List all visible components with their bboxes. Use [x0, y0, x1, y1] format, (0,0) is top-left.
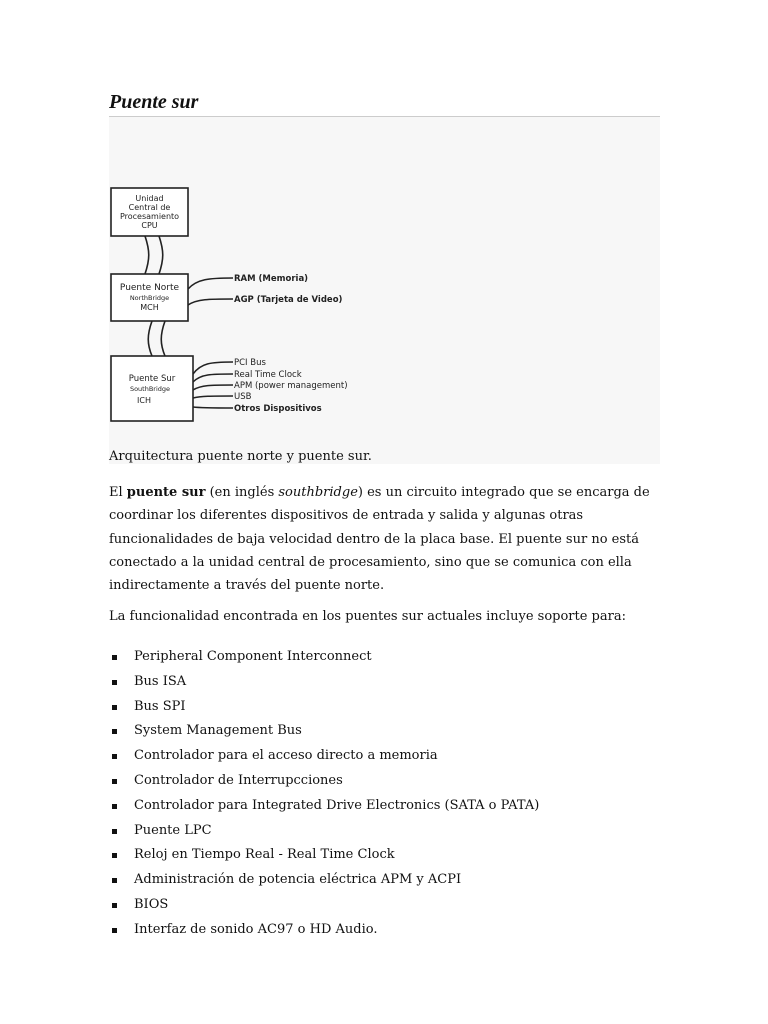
southbridge-box-line: Puente Sur [128, 374, 176, 384]
cpu-box-line: Central de [128, 203, 171, 212]
cpu-box-line: Procesamiento [119, 212, 180, 221]
list-item [109, 670, 660, 695]
bullet-icon [112, 804, 117, 809]
list-item [109, 695, 660, 720]
bullet-icon [112, 729, 117, 734]
list-item-label: Bus ISA [134, 673, 187, 689]
intro-text: ) es un circuito integrado que se encarga de coordinar los diferentes dispositivos de entrada y salida y algunas otras funcionalidades de baja velocidad dentro de la placa base. El puente sur no está conectado a la unidad central de procesamiento, sino que se comunica con ella indirectamente a través del puente norte. [109, 485, 650, 594]
cpu-north-bus [159, 236, 163, 274]
northbridge-box-line: Puente Norte [119, 283, 180, 293]
cpu-box-line: Unidad [135, 194, 164, 203]
south-link-label: PCI Bus [234, 358, 266, 368]
south-link-line [193, 407, 233, 408]
south-link-label: USB [234, 392, 252, 402]
list-item [109, 893, 660, 918]
list-item [109, 645, 660, 670]
page-title: Puente sur [109, 91, 199, 113]
list-item [109, 843, 660, 868]
bullet-icon [112, 705, 117, 710]
northbridge-box-line: MCH [140, 303, 159, 312]
north-south-bus [161, 321, 165, 356]
south-link-line [193, 374, 233, 382]
figure-caption: Arquitectura puente norte y puente sur. [109, 449, 372, 464]
bullet-icon [112, 754, 117, 759]
intro-term: puente sur [126, 485, 206, 500]
list-item-label: Controlador para Integrated Drive Electronics (SATA o PATA) [134, 797, 540, 813]
list-item-label: System Management Bus [134, 723, 302, 739]
south-link-line [193, 362, 233, 374]
list-item [109, 769, 660, 794]
list-item [109, 918, 660, 943]
list-item [109, 868, 660, 893]
northbridge-box-line: NorthBridge [129, 294, 170, 302]
list-item-label: Interfaz de sonido AC97 o HD Audio. [134, 921, 378, 937]
list-item [109, 719, 660, 744]
bullet-icon [112, 878, 117, 883]
list-item-label: Reloj en Tiempo Real - Real Time Clock [134, 847, 395, 863]
list-item-label: BIOS [134, 896, 169, 912]
intro-text: El [109, 485, 127, 500]
north-south-bus [148, 321, 152, 356]
list-item-label: Bus SPI [134, 698, 186, 714]
south-link-label: Real Time Clock [234, 370, 302, 380]
intro-paragraph [109, 481, 660, 597]
south-link-line [193, 385, 233, 390]
north-link-label: RAM (Memoria) [234, 274, 309, 284]
intro-text: (en inglés [205, 485, 279, 500]
feature-list [109, 645, 660, 943]
list-item [109, 744, 660, 769]
list-item [109, 819, 660, 844]
north-link-line [188, 299, 233, 305]
list-item-label: Administración de potencia eléctrica APM y ACPI [134, 872, 462, 888]
bullet-icon [112, 655, 117, 660]
cpu-north-bus [145, 236, 149, 274]
south-link-line [193, 396, 233, 398]
list-item-label: Peripheral Component Interconnect [134, 649, 372, 664]
southbridge-box-line: SouthBridge [129, 385, 171, 393]
architecture-figure [109, 117, 660, 464]
list-item-label: Controlador de Interrupcciones [134, 772, 343, 788]
intro-english-term: southbridge [278, 485, 358, 500]
south-link-label: APM (power management) [234, 381, 348, 391]
list-item [109, 794, 660, 819]
north-link-label: AGP (Tarjeta de Video) [234, 295, 343, 305]
bullet-icon [112, 779, 117, 784]
list-item-label: Puente LPC [134, 822, 212, 838]
bullet-icon [112, 903, 117, 908]
south-link-label: Otros Dispositivos [234, 404, 322, 414]
functionality-intro: La funcionalidad encontrada en los puentes sur actuales incluye soporte para: [109, 609, 626, 624]
bullet-icon [112, 928, 117, 933]
bridge-architecture-diagram [109, 179, 369, 429]
list-item-label: Controlador para el acceso directo a memoria [134, 748, 438, 764]
southbridge-box-line: ICH [137, 396, 151, 405]
bullet-icon [112, 680, 117, 685]
bullet-icon [112, 829, 117, 834]
cpu-box-line: CPU [141, 221, 158, 230]
north-link-line [188, 278, 233, 289]
bullet-icon [112, 853, 117, 858]
